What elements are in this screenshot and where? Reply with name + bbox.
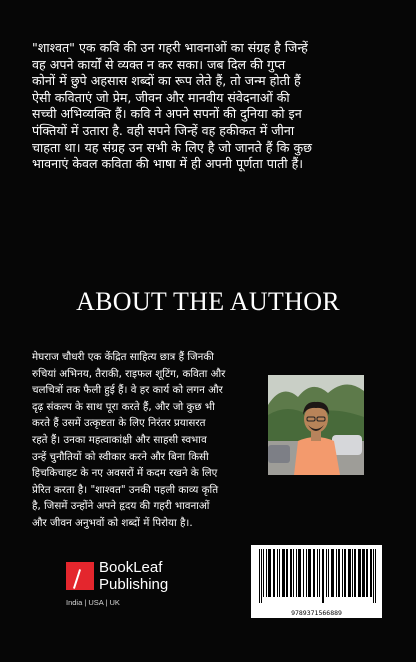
- blurb-line: ऐसी कविताएं जो प्रेम, जीवन और मानवीय संवेदनाओं की: [32, 89, 290, 105]
- barcode-bar: [273, 549, 275, 597]
- barcode-bar: [370, 549, 372, 597]
- barcode-bar: [375, 549, 376, 603]
- barcode-bars: [251, 545, 382, 607]
- blurb-line: सच्ची अभिव्यक्ति हैं। कवि ने अपने सपनों की दुनिया को इन: [32, 106, 302, 122]
- author-bio: [32, 349, 272, 532]
- barcode-bar: [279, 549, 280, 597]
- publisher-name-line2: Publishing: [99, 576, 169, 593]
- bio-line: दृढ़ संकल्प के साथ पूरा करते हैं, और जो कुछ भी: [32, 400, 215, 413]
- barcode-bar: [296, 549, 297, 597]
- blurb-line: पंक्तियों में उतारा है. वही सपने जिन्हें वह हकीकत में जीना: [32, 122, 295, 138]
- publisher-name-line1: BookLeaf: [99, 559, 163, 576]
- barcode-bar: [259, 549, 260, 603]
- blurb-line: कोनों में छुपे अहसास शब्दों का रूप लेते हैं, तो जन्म होती हैं: [32, 73, 301, 89]
- bio-line: रहते हैं। उनका महत्वाकांक्षी और साहसी स्वभाव: [32, 433, 207, 446]
- isbn-number: 9789371566889: [291, 609, 342, 617]
- barcode-bar: [261, 549, 262, 603]
- barcode-bar: [362, 549, 365, 597]
- barcode-bar: [352, 549, 353, 597]
- barcode-bar: [331, 549, 334, 597]
- barcode-bar: [286, 549, 288, 597]
- barcode-bar: [308, 549, 311, 597]
- barcode-bar: [317, 549, 318, 597]
- blurb-line: भावनाएं केवल कविता की भाषा में ही अपनी पूर्णता पाती हैं।: [32, 156, 304, 172]
- barcode-bar: [366, 549, 368, 597]
- barcode-bar: [282, 549, 285, 597]
- bookleaf-publishing-logo: [66, 559, 186, 639]
- barcode-bar: [328, 549, 329, 597]
- bio-line: उन्हें चुनौतियों को स्वीकार करने और बिना किसी: [32, 450, 209, 463]
- bio-line: और जीवन अनुभवों को शब्दों में पिरोया है।.: [32, 516, 193, 529]
- back-cover-blurb: [32, 40, 384, 173]
- isbn-barcode: [251, 545, 382, 618]
- barcode-bar: [338, 549, 340, 597]
- bio-line: चलचित्रों तक फैली हुई हैं। वे हर कार्य को लगन और: [32, 384, 223, 397]
- publisher-regions: India | USA | UK: [66, 598, 120, 607]
- bio-line: मेघराज चौधरी एक केंद्रित साहित्य छात्र हैं जिनकी: [32, 351, 214, 363]
- blurb-line: "शाश्वत" एक कवि की उन गहरी भावनाओं का संग्रह है जिन्हें: [32, 40, 308, 55]
- about-the-author-heading: ABOUT THE AUTHOR: [76, 287, 340, 316]
- barcode-bar: [322, 549, 324, 603]
- logo-slash-mark: [73, 569, 81, 589]
- barcode-bar: [319, 549, 320, 597]
- bio-line: रुचियां अभिनय, तैराकी, राइफल शूटिंग, कविता और: [32, 367, 226, 380]
- barcode-bar: [293, 549, 294, 597]
- bio-line: है, जिसमें उन्होंने अपने हृदय की गहरी भावनाओं: [32, 500, 210, 513]
- barcode-bar: [326, 549, 327, 597]
- barcode-bar: [306, 549, 307, 597]
- blurb-line: वह अपने कार्यों से व्यक्त न कर सका। जब दिल की गुप्त: [32, 56, 286, 72]
- barcode-bar: [354, 549, 356, 597]
- barcode-bar: [268, 549, 271, 597]
- bio-line: हिचकिचाहट के नए अवसरों में कदम रखने के लिए: [32, 467, 218, 480]
- bookleaf-logo-icon: [66, 562, 94, 590]
- blurb-line: चाहता था। यह संग्रह उन सभी के लिए है जो जानते हैं कि कुछ: [32, 139, 312, 155]
- barcode-bar: [303, 549, 304, 597]
- barcode-bar: [263, 549, 264, 597]
- bio-line: प्रेरित करता है। "शाश्वत" उनकी पहली काव्य कृति: [32, 483, 219, 496]
- barcode-bar: [342, 549, 343, 597]
- bio-line: करते हैं उसमें उत्कृष्टता के लिए निरंतर प्रयासरत: [32, 417, 206, 430]
- barcode-bar: [266, 549, 267, 597]
- barcode-bar: [277, 549, 278, 597]
- barcode-bar: [298, 549, 301, 597]
- barcode-bar: [358, 549, 361, 597]
- author-photo: [268, 375, 364, 475]
- barcode-bar: [373, 549, 374, 603]
- barcode-bar: [344, 549, 346, 597]
- barcode-bar: [336, 549, 337, 597]
- barcode-bar: [290, 549, 292, 597]
- barcode-bar: [313, 549, 315, 597]
- barcode-bar: [348, 549, 351, 597]
